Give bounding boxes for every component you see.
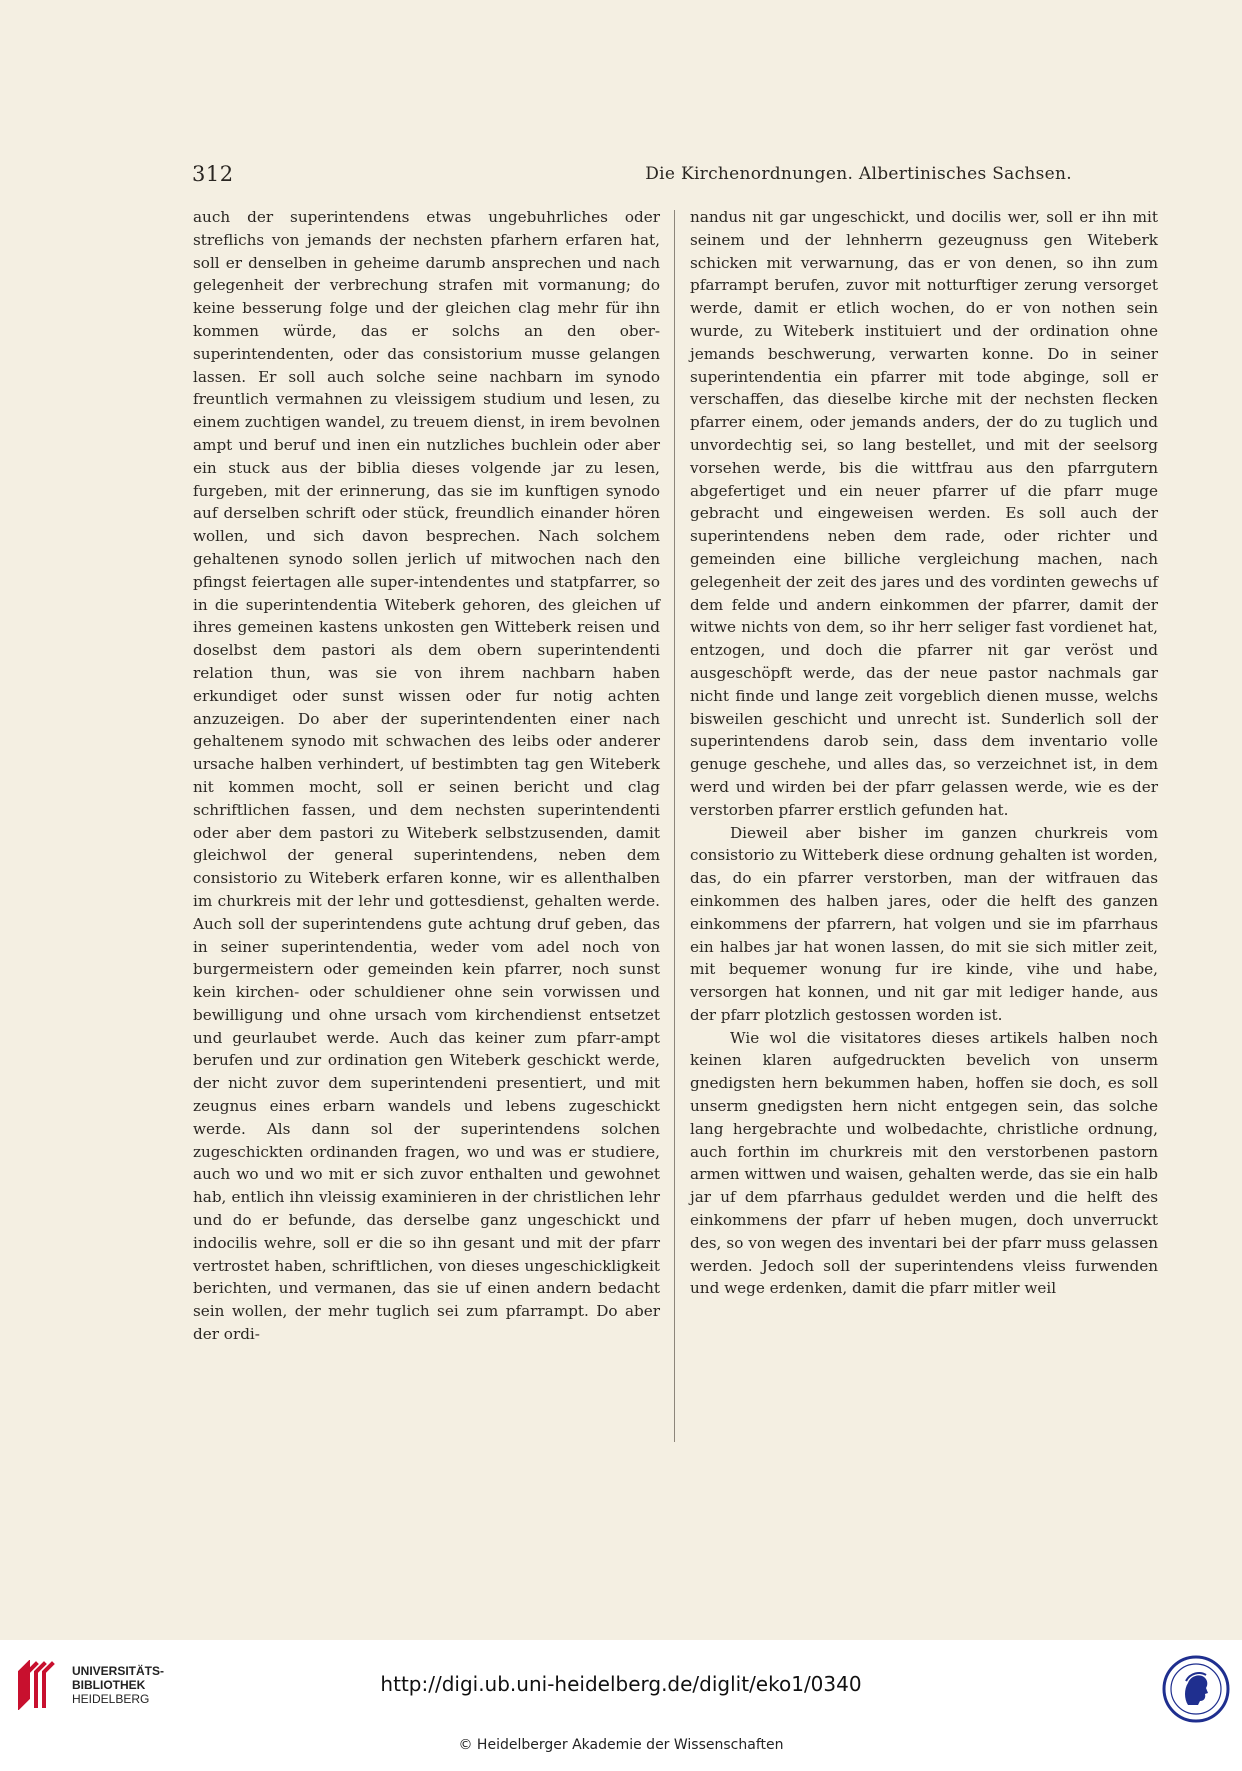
library-name-line: HEIDELBERG <box>72 1692 150 1706</box>
right-column <box>690 206 1158 1300</box>
paragraph: nandus nit gar ungeschickt, und docilis wer, soll er ihn mit seinem und der lehnherrn gezeugnuss gen Witeberk schicken mit verwarnung, das er von denen, so ihn zum pfarrampt berufen, zuvor mit notturftiger zerung versorget werde, damit er etlich wochen, do er von nothen sein wurde, zu Witeberk instituiert und der ordination ohne jemands beschwerung, verwarten konne. Do in seiner superintendentia ein pfarrer mit tode abginge, soll er verschaffen, das dieselbe kirche mit der nechsten flecken pfarrer einem, oder jemands anders, der do zu tuglich und unvordechtig sei, so lang bestellet, und mit der seelsorg vorsehen werde, bis die wittfrau aus den pfarrgutern abgefertiget und ein neuer pfarrer uf die pfarr muge gebracht und eingeweisen werden. Es soll auch der superintendens neben dem rade, oder richter und gemeinden eine billiche vergleichung machen, nach gelegenheit der zeit des jares und des vordinten gewechs uf dem felde und andern einkommen der pfarrer, damit der witwe nichts von dem, so ihr herr seliger fast vordienet hat, entzogen, und doch die pfarrer nit gar veröst und ausgeschöpft werde, das der neue pastor nachmals gar nicht finde und lange zeit vorgeblich dienen musse, welchs bisweilen geschicht und unrecht ist. Sunderlich soll der superintendens darob sein, dass dem inventario volle genuge geschehe, und alles das, so verzeichnet ist, in dem werd und wirden bei der pfarr gelassen werde, wie es der verstorben pfarrer erstlich gefunden hat. <box>690 208 1158 819</box>
paragraph: Dieweil aber bisher im ganzen churkreis vom consistorio zu Witteberk diese ordnung gehalten ist worden, das, do ein pfarrer verstorben, man der witfrauen das einkommen des halben jares, oder die helft des ganzen einkommens der pfarrern, hat volgen und sie im pfarrhaus ein halbes jar hat wonen lassen, do mit sie sich mitler zeit, mit bequemer wonung fur ire kinde, vihe und habe, versorgen hat konnen, und nit gar mit lediger hande, aus der pfarr plotzlich gestossen worden ist. <box>690 823 1158 1024</box>
left-column <box>193 206 660 1346</box>
academy-seal-icon <box>1162 1655 1230 1723</box>
library-name-line: BIBLIOTHEK <box>72 1678 146 1692</box>
source-url-link[interactable]: http://digi.ub.uni-heidelberg.de/diglit/eko1/0340 <box>380 1672 862 1696</box>
library-name-line: UNIVERSITÄTS- <box>72 1664 165 1678</box>
paragraph: Wie wol die visitatores dieses artikels halben noch keinen klaren aufgedruckten bevelich von unserm gnedigsten hern bekummen haben, hoffen sie doch, es soll unserm gnedigsten hern nicht entgegen sein, das solche lang hergebrachte und wolbedachte, christliche ordnung, auch forthin im churkreis mit den verstorbenen pastorn armen wittwen und waisen, gehalten werde, das sie ein halb jar uf dem pfarrhaus geduldet werden und die helft des einkommens der pfarr uf heben mugen, doch unverruckt des, so von wegen des inventari bei der pfarr muss gelassen werden. Jedoch soll der superintendens vleiss furwenden und wege erdenken, damit die pfarr mitler weil <box>690 1028 1158 1298</box>
page-header <box>192 162 1072 192</box>
paragraph: auch der superintendens etwas ungebuhrliches oder streflichs von jemands der nechsten pfarhern erfaren hat, soll er denselben in geheime darumb ansprechen und nach gelegenheit der verbrechung strafen mit vormanung; do keine besserung folge und der gleichen clag mehr für ihn kommen würde, das er solchs an den ober-superintendenten, oder das consistorium musse gelangen lassen. Er soll auch solche seine nachbarn im synodo freuntlich vermahnen zu vleissigem studium und lesen, zu einem zuchtigen wandel, zu treuem dienst, in irem bevolnen ampt und beruf und inen ein nutzliches buchlein oder aber ein stuck aus der biblia dieses volgende jar zu lesen, furgeben, mit der erinnerung, das sie im kunftigen synodo auf derselben schrift oder stück, freundlich einander hören wollen, und sich davon besprechen. Nach solchem gehaltenen synodo sollen jerlich uf mitwochen nach den pfingst feiertagen alle super-intendentes und statpfarrer, so in die superintendentia Witeberk gehoren, des gleichen uf ihres gemeinen kastens unkosten gen Witteberk reisen und doselbst dem pastori als dem obern superintendenti relation thun, was sie von ihrem nachbarn haben erkundiget oder sunst wissen oder fur notig achten anzuzeigen. Do aber der superintendenten einer nach gehaltenem synodo mit schwachen des leibs oder anderer ursache halben verhindert, uf bestimbten tag gen Witeberk nit kommen mocht, soll er seinen bericht und clag schriftlichen fassen, und dem nechsten superintendenti oder aber dem pastori zu Witeberk selbstzusenden, damit gleichwol der general superintendens, neben dem consistorio zu Witeberk erfaren konne, wir es allenthalben im churkreis mit der lehr und gottesdienst, gehalten werde. Auch soll der superintendens gute achtung druf geben, das in seiner superintendentia, weder vom adel noch von burgermeistern oder gemeinden kein pfarrer, noch sunst kein kirchen- oder schuldiener ohne sein vorwissen und bewilligung und ohne ursach vom kirchendienst entsetzet und geurlaubet werde. Auch das keiner zum pfarr-ampt berufen und zur ordination gen Witeberk geschickt werde, der nicht zuvor dem superintendeni presentiert, und mit zeugnus eines erbarn wandels und lebens zugeschickt werde. Als dann sol der superintendens solchen zugeschickten ordinanden fragen, wo und was er studiere, auch wo und wo mit er sich zuvor enthalten und gewohnet hab, entlich ihn vleissig examinieren in der christlichen lehr und do er befunde, das derselbe ganz ungeschickt und indocilis wehre, soll er die so ihn gesant und mit der pfarr vertrostet haben, schriftlichen, von dieses ungeschickligkeit berichten, und vermanen, das sie uf einen andern bedacht sein wollen, der mehr tuglich sei zum pfarrampt. Do aber der ordi- <box>193 208 660 1344</box>
column-divider <box>674 210 675 1442</box>
copyright-notice: © Heidelberger Akademie der Wissenschaften <box>458 1737 784 1753</box>
running-title: Die Kirchenordnungen. Albertinisches Sachsen. <box>645 164 1072 184</box>
page-number: 312 <box>192 162 234 186</box>
